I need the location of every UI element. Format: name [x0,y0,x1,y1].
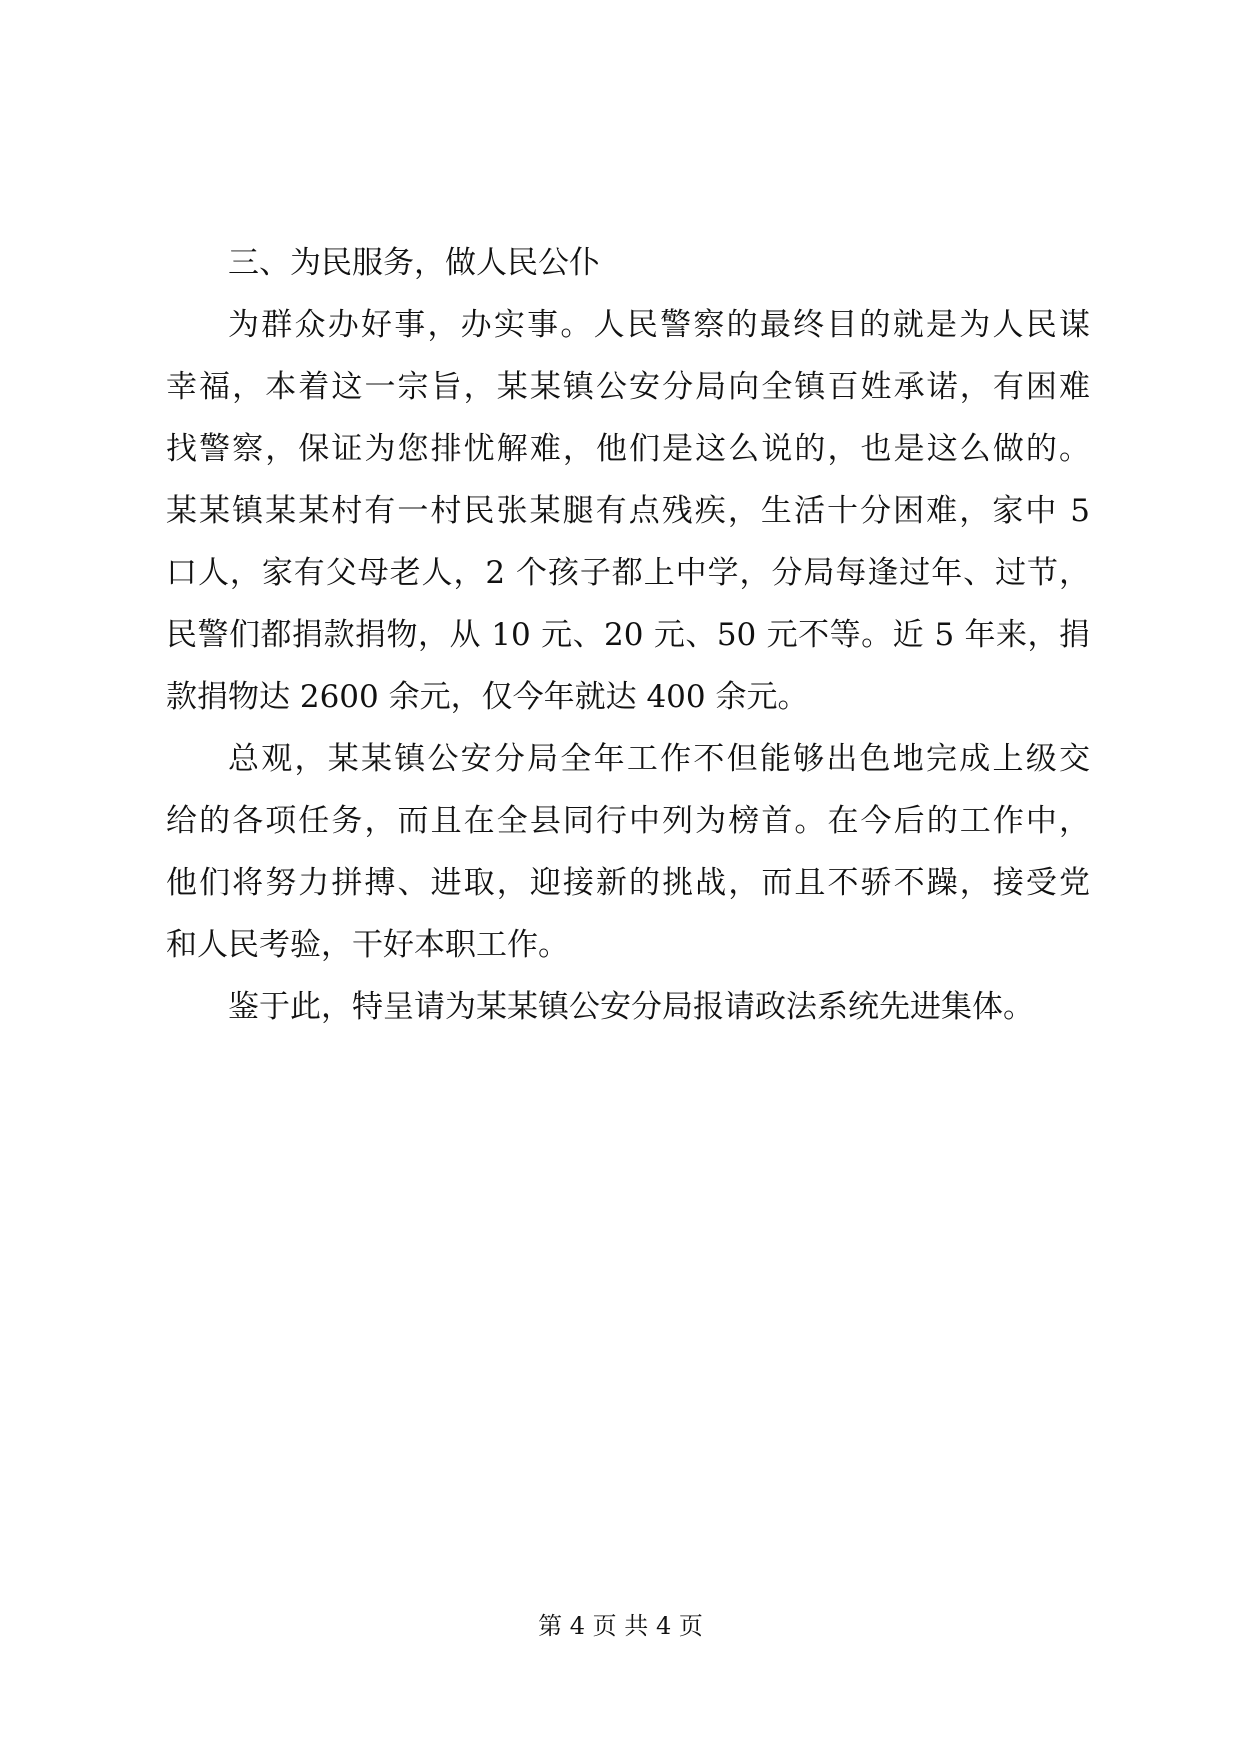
paragraph-line: 为群众办好事，办实事。人民警察的最终目的就是为人民谋 [228,307,1090,343]
paragraph-summary [166,728,1090,976]
paragraph-line: 找警察，保证为您排忧解难，他们是这么说的，也是这么做的。 [166,431,1090,467]
page-number-footer: 第 4 页 共 4 页 [538,1612,703,1640]
paragraph-line: 口人，家有父母老人，2 个孩子都上中学，分局每逢过年、过节， [166,555,1090,591]
paragraph-line: 款捐物达 2600 余元，仅今年就达 400 余元。 [166,679,809,715]
paragraph-line: 某某镇某某村有一村民张某腿有点残疾，生活十分困难，家中 5 [166,493,1090,529]
section-heading: 三、为民服务，做人民公仆 [228,245,600,281]
paragraph-line: 鉴于此，特呈请为某某镇公安分局报请政法系统先进集体。 [228,989,1034,1025]
paragraph-line: 他们将努力拼搏、进取，迎接新的挑战，而且不骄不躁，接受党 [166,865,1090,901]
paragraph-line: 民警们都捐款捐物，从 10 元、20 元、50 元不等。近 5 年来，捐 [166,617,1090,653]
paragraph-line: 和人民考验，干好本职工作。 [166,927,569,963]
document-body [166,232,1090,1038]
paragraph-line: 幸福，本着这一宗旨，某某镇公安分局向全镇百姓承诺，有困难 [166,369,1090,405]
paragraph-conclusion [166,976,1090,1038]
paragraph-service [166,294,1090,728]
paragraph-line: 给的各项任务，而且在全县同行中列为榜首。在今后的工作中， [166,803,1090,839]
paragraph-line: 总观，某某镇公安分局全年工作不但能够出色地完成上级交 [228,741,1090,777]
